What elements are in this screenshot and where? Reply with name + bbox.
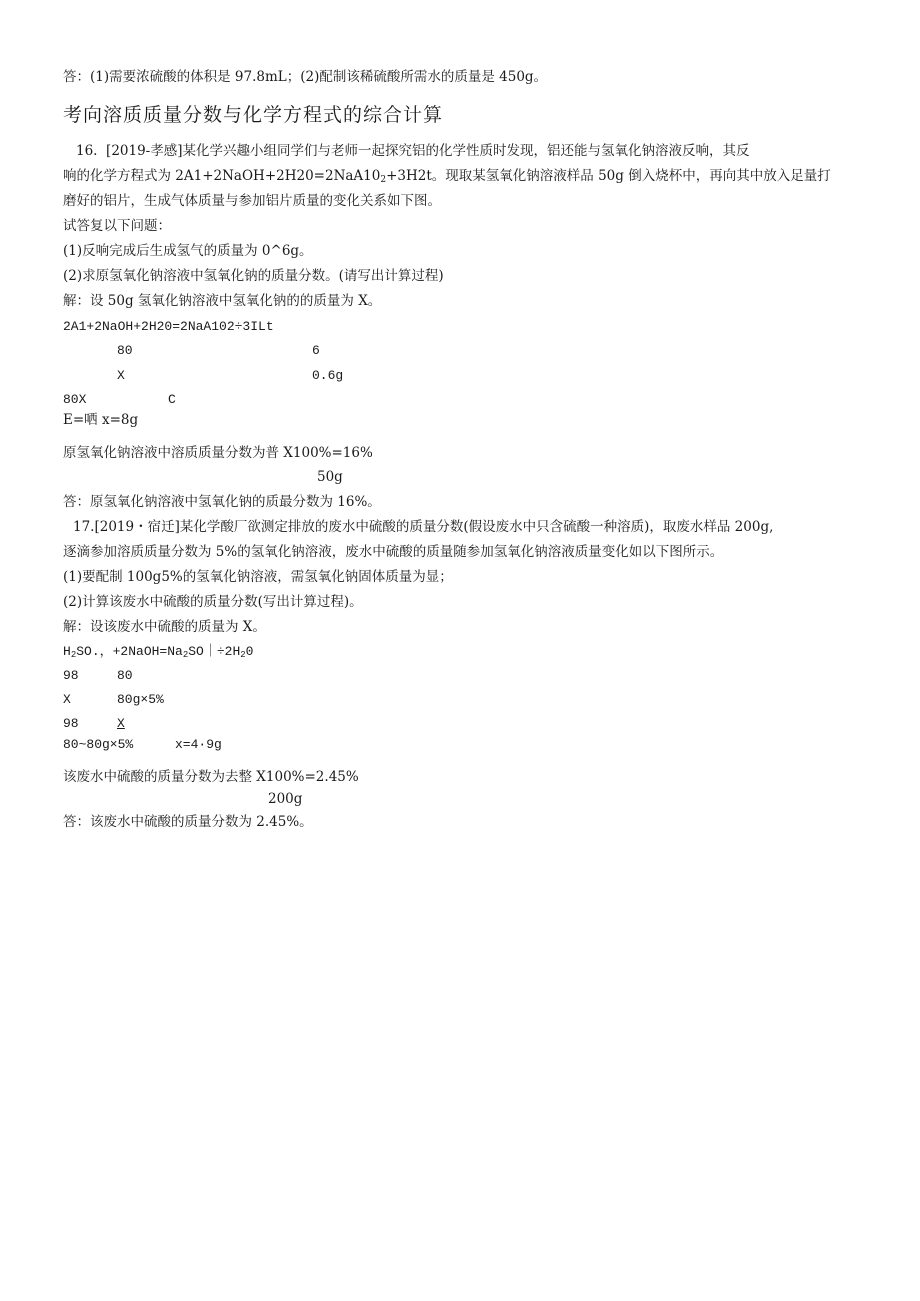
proportion-17-equation: 80~80g×5%	[63, 737, 134, 752]
question-16-line-1: 16. [2019-孝感]某化学兴趣小组同学们与老师一起探究铝的化学性质时发现，铝还能与氢氧化钠溶液反响，其反	[76, 143, 750, 159]
answer-15: 答：(1)需要浓硫酸的体积是 97.8mL；(2)配制该稀硫酸所需水的质量是 450g。	[63, 69, 548, 85]
question-17-part-1: (1)要配制 100g5%的氢氧化钠溶液，需氢氧化钠固体质量为显；	[63, 569, 453, 585]
question-16-prompt: 试答复以下问题：	[63, 218, 171, 234]
question-16-part-2: (2)求原氢氧化钠溶液中氢氧化钠的质量分数。(请写出计算过程)	[63, 268, 444, 284]
question-17-line-2: 逐滴参加溶质质量分数为 5%的氢氧化钠溶液，废水中硫酸的质量随参加氢氧化钠溶液质量变化如以下图所示。	[63, 544, 724, 560]
solution-16-intro: 解：设 50g 氢氧化钠溶液中氢氧化钠的的质量为 X。	[63, 293, 382, 309]
mass-fraction-16: 原氢氧化钠溶液中溶质质量分数为普 X100%=16%	[63, 445, 373, 461]
solution-17-intro: 解：设该废水中硫酸的质量为 X。	[63, 619, 266, 635]
proportion-16-left: 80X	[63, 392, 87, 407]
ratio-17-right-top: 80	[117, 668, 133, 683]
mass-fraction-16-denominator: 50g	[317, 469, 343, 485]
proportion-17-left: 98	[63, 716, 79, 731]
question-16-part-1: (1)反响完成后生成氢气的质量为 0^6g。	[63, 243, 313, 259]
ratio-16-left-bottom: X	[117, 368, 125, 383]
question-16-line-2: 响的化学方程式为 $2A1+2NaOH+2H20=2NaA10_2+3H2t$。现取某氢氧化钠溶液样品 50g 倒入烧杯中，再向其中放入足量打	[63, 168, 831, 185]
equation-17: $H_2SO$.，$+2NaOH=Na_2SO|\div 2H_20$	[63, 644, 254, 660]
question-17-part-2: (2)计算该废水中硫酸的质量分数(写出计算过程)。	[63, 594, 363, 610]
answer-16: 答：原氢氧化钠溶液中氢氧化钠的质最分数为 16%。	[63, 494, 381, 510]
equation-16: 2A1+2NaOH+2H20=2NaA102÷3ILt	[63, 319, 274, 334]
mass-fraction-17-denominator: 200g	[268, 791, 303, 807]
proportion-16-right: C	[168, 392, 176, 407]
result-17: x=4·9g	[175, 737, 222, 752]
mass-fraction-17: 该废水中硫酸的质量分数为去整 X100%=2.45%	[63, 769, 359, 785]
ratio-16-right-bottom: 0.6g	[312, 368, 344, 383]
ratio-17-right-bottom: 80g×5%	[117, 692, 164, 707]
answer-17: 答：该废水中硫酸的质量分数为 2.45%。	[63, 814, 313, 830]
ratio-16-left-top: 80	[117, 343, 133, 358]
ratio-16-right-top: 6	[312, 343, 320, 358]
ratio-17-left-bottom: X	[63, 692, 71, 707]
proportion-17-right: X	[117, 716, 125, 731]
question-16-line-3: 磨好的铝片，生成气体质量与参加铝片质量的变化关系如下图。	[63, 193, 441, 209]
result-16: E=哂 x=8g	[63, 412, 139, 428]
question-17-line-1: 17.[2019・宿迁]某化学酸厂欲测定排放的废水中硫酸的质量分数(假设废水中只含硫酸一种溶质)，取废水样品 200g,	[73, 519, 774, 535]
section-heading: 考向溶质质量分数与化学方程式的综合计算	[63, 104, 444, 126]
ratio-17-left-top: 98	[63, 668, 79, 683]
